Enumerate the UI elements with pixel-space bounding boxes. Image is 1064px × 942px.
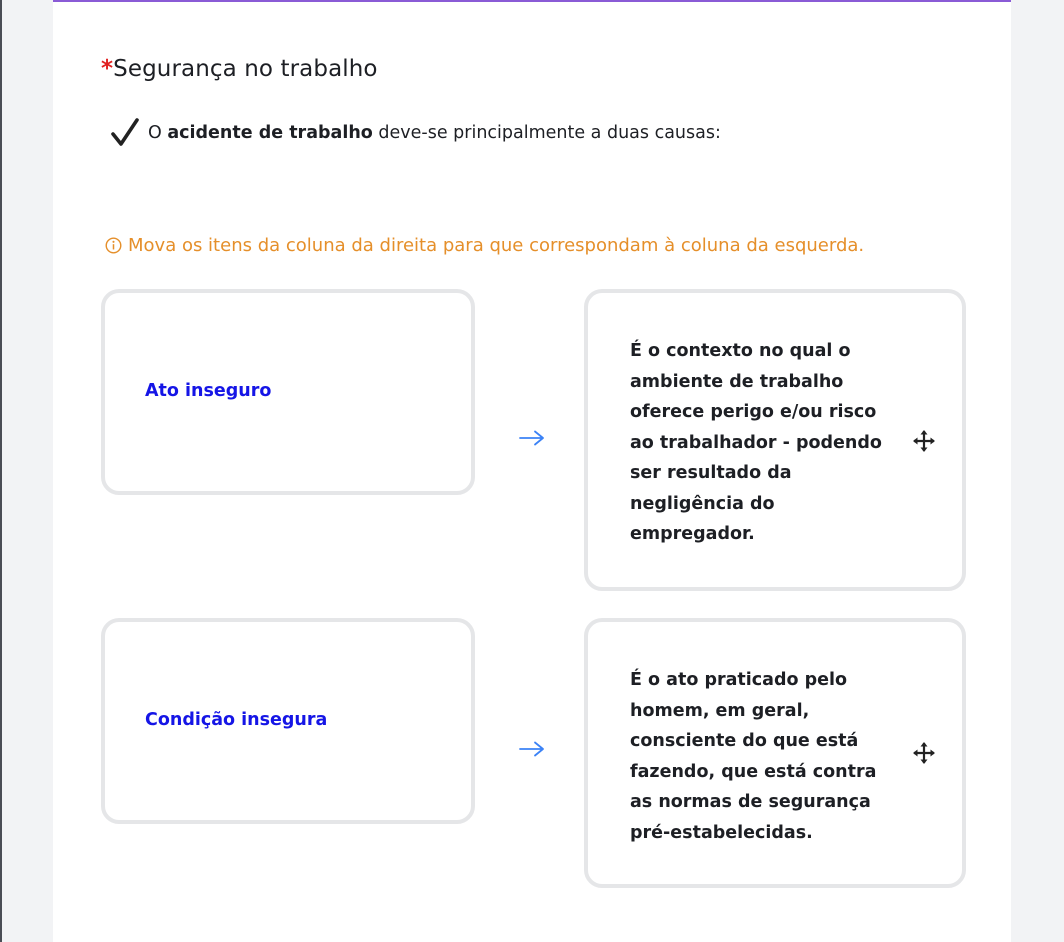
arrow-right-icon bbox=[518, 430, 546, 446]
move-drag-icon[interactable] bbox=[913, 742, 935, 764]
draggable-answer-item[interactable] bbox=[584, 289, 966, 591]
left-item-label: Condição insegura bbox=[145, 710, 328, 730]
left-item-box bbox=[101, 618, 475, 824]
question-card bbox=[53, 0, 1011, 942]
left-item-label: Ato inseguro bbox=[145, 381, 272, 401]
question-text-suffix: deve-se principalmente a duas causas: bbox=[372, 123, 721, 143]
arrow-right-icon bbox=[518, 741, 546, 757]
card-top-border bbox=[53, 0, 1011, 2]
question-text bbox=[148, 123, 721, 143]
instruction-text: Mova os itens da coluna da direita para que correspondam à coluna da esquerda. bbox=[128, 235, 865, 256]
move-drag-icon[interactable] bbox=[913, 430, 935, 452]
question-title-text: Segurança no trabalho bbox=[113, 56, 378, 82]
draggable-answer-item[interactable] bbox=[584, 618, 966, 888]
required-marker: * bbox=[101, 56, 114, 82]
question-title bbox=[101, 56, 378, 82]
answer-item-text: É o ato praticado pelo homem, em geral, consciente do que está fazendo, que está contra as normas de segurança pré-estabelecidas. bbox=[630, 670, 877, 843]
left-item-box bbox=[101, 289, 475, 495]
answer-item-text: É o contexto no qual o ambiente de trabalho oferece perigo e/ou risco ao trabalhador - podendo ser resultado da negligência do empregador. bbox=[630, 341, 882, 544]
instruction bbox=[105, 235, 864, 256]
question-text-prefix: O bbox=[148, 123, 168, 143]
info-circle-icon bbox=[105, 237, 122, 254]
page-edge bbox=[0, 0, 2, 942]
question-text-bold: acidente de trabalho bbox=[167, 123, 373, 143]
check-icon bbox=[111, 117, 139, 147]
